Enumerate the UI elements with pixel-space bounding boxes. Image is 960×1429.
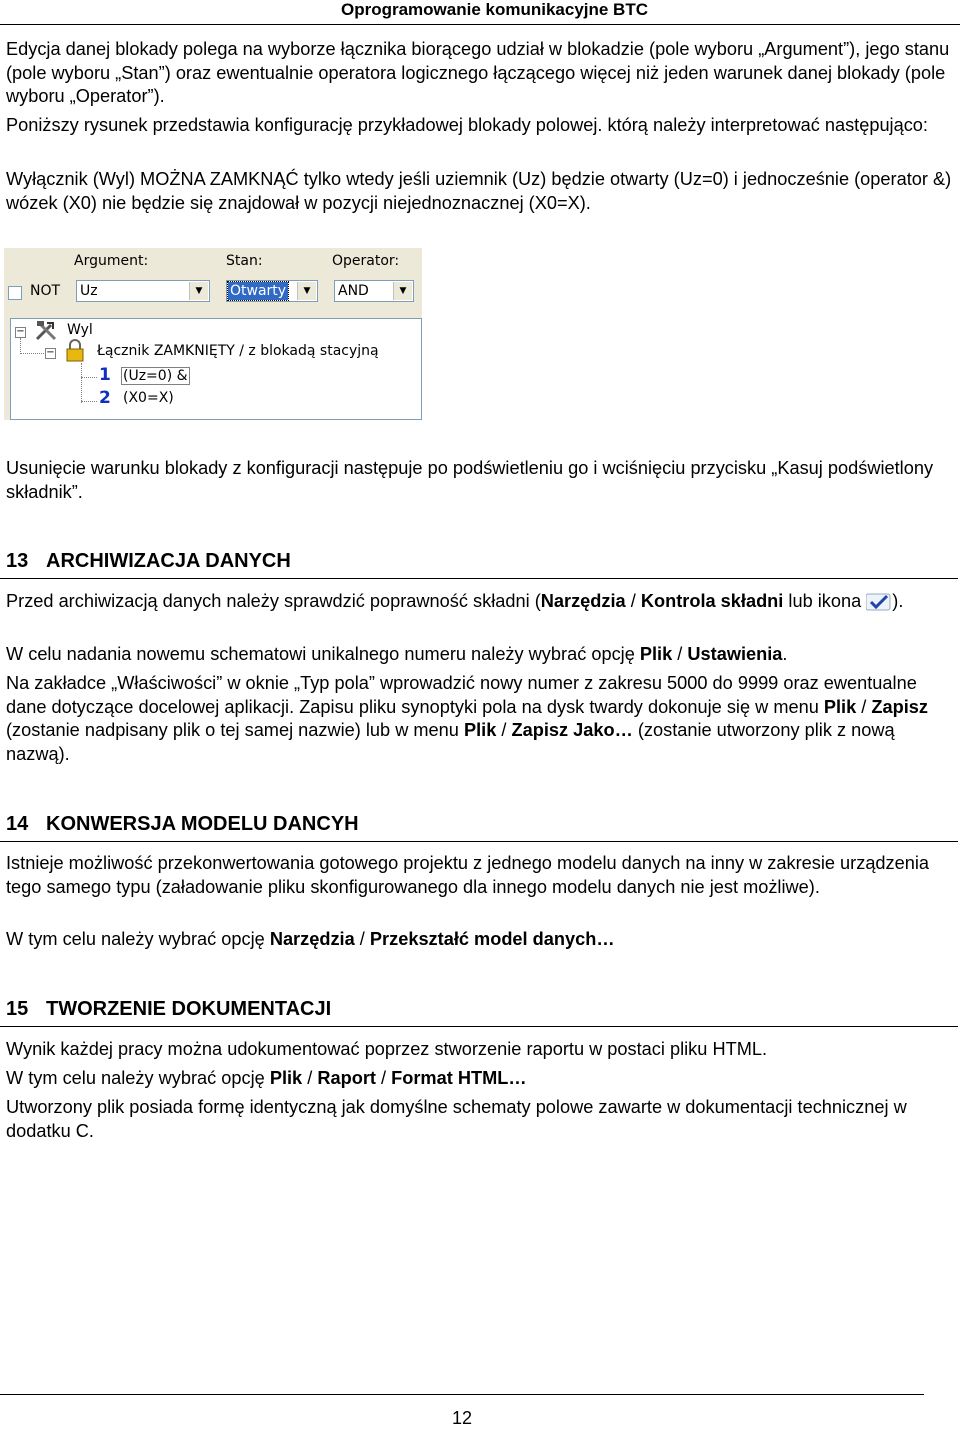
page-header [0, 0, 960, 25]
tree-root-node[interactable]: Wyl [67, 322, 93, 338]
condition-2-number: 2 [99, 388, 111, 408]
intro-paragraph-2: Poniższy rysunek przedstawia konfigurację przykładowej blokady polowej. którą należy interpretować następująco: [6, 115, 928, 135]
section-13-paragraph-1: Przed archiwizacją danych należy sprawdzić poprawność składni (Narzędzia / Kontrola składni lub ikona ). [6, 591, 904, 611]
section-15-paragraph-2: W tym celu należy wybrać opcję Plik / Raport / Format HTML… [6, 1068, 527, 1088]
section-14-paragraph-2: W tym celu należy wybrać opcję Narzędzia / Przekształć model danych… [6, 929, 615, 949]
header-title: Oprogramowanie komunikacyjne BTC [340, 0, 648, 19]
intro-paragraph-3: Wyłącznik (Wyl) MOŻNA ZAMKNĄĆ tylko wtedy jeśli uziemnik (Uz) będzie otwarty (Uz=0) i jednocześnie (operator &) wózek (X0) nie będzie się znajdował w pozycji niejednoznacznej (X0=X). [6, 169, 952, 213]
section-13-heading [0, 548, 958, 579]
lock-icon [65, 339, 85, 363]
syntax-check-icon [866, 592, 892, 612]
interlock-config-screenshot [4, 248, 422, 420]
condition-2[interactable]: (X0=X) [123, 390, 174, 406]
after-screenshot-paragraph: Usunięcie warunku blokady z konfiguracji następuje po podświetleniu go i wciśnięciu przycisku „Kasuj podświetlony składnik”. [6, 458, 934, 502]
section-15-heading [0, 996, 958, 1027]
section-15-paragraph-3: Utworzony plik posiada formę identyczną jak domyślne schematy polowe zawarte w dokumentacji technicznej w dodatku C. [6, 1097, 907, 1141]
section-14-heading [0, 811, 958, 842]
section-13-paragraph-2: W celu nadania nowemu schematowi unikalnego numeru należy wybrać opcję Plik / Ustawienia. [6, 644, 788, 664]
section-13-title: ARCHIWIZACJA DANYCH [46, 550, 291, 572]
stan-value: Otwarty [230, 283, 287, 299]
operator-label: Operator: [332, 253, 400, 269]
interlock-tree[interactable] [10, 318, 422, 420]
section-15-title: TWORZENIE DOKUMENTACJI [46, 998, 332, 1020]
condition-1-number: 1 [99, 365, 111, 385]
footer-divider [0, 1394, 924, 1395]
stan-label: Stan: [226, 253, 263, 269]
argument-label: Argument: [74, 253, 149, 269]
chevron-down-icon[interactable]: ▼ [189, 282, 208, 300]
section-14-number: 14 [6, 813, 29, 835]
not-checkbox[interactable] [8, 286, 22, 300]
section-14-title: KONWERSJA MODELU DANCYH [46, 813, 359, 835]
operator-value: AND [338, 283, 369, 299]
section-15-number: 15 [6, 998, 29, 1020]
collapse-icon[interactable]: − [16, 326, 25, 337]
chevron-down-icon[interactable]: ▼ [297, 282, 316, 300]
section-13-paragraph-3: Na zakładce „Właściwości” w oknie „Typ pola” wprowadzić nowy numer z zakresu 5000 do 9999 oraz ewentualne dane dotyczące docelowej aplikacji. Zapisu pliku synoptyki pola na dysk twardy dokonuje się w menu Plik / Zapisz (zostanie nadpisany plik o tej samej nazwie) lub w menu Plik / Zapisz Jako… (zostanie utworzony plik z nową nazwą). [6, 673, 929, 764]
section-13-number: 13 [6, 550, 29, 572]
section-14-paragraph-1: Istnieje możliwość przekonwertowania gotowego projektu z jednego modelu danych na inny w zakresie urządzenia tego samego typu (załadowanie pliku skonfigurowanego dla innego modelu danych nie jest możliwe). [6, 853, 930, 897]
tools-icon [33, 319, 63, 343]
tree-child-node[interactable]: Łącznik ZAMKNIĘTY / z blokadą stacyjną [97, 343, 379, 359]
condition-1[interactable]: (Uz=0) & [123, 368, 188, 384]
chevron-down-icon[interactable]: ▼ [393, 282, 412, 300]
intro-paragraph-1: Edycja danej blokady polega na wyborze łącznika biorącego udział w blokadzie (pole wyboru „Argument”), jego stanu (pole wyboru „Stan”) oraz ewentualnie operatora logicznego łączącego więcej niż jeden warunek danej blokady (pole wyboru „Operator”). [6, 39, 950, 106]
section-15-paragraph-1: Wynik każdej pracy można udokumentować poprzez stworzenie raportu w postaci pliku HTML. [6, 1039, 768, 1059]
argument-select[interactable] [76, 280, 210, 302]
operator-select[interactable] [334, 280, 414, 302]
not-label: NOT [30, 283, 61, 299]
argument-value: Uz [80, 283, 98, 299]
stan-select[interactable] [226, 280, 318, 302]
collapse-icon[interactable]: − [46, 347, 55, 358]
page-number: 12 [452, 1408, 473, 1428]
